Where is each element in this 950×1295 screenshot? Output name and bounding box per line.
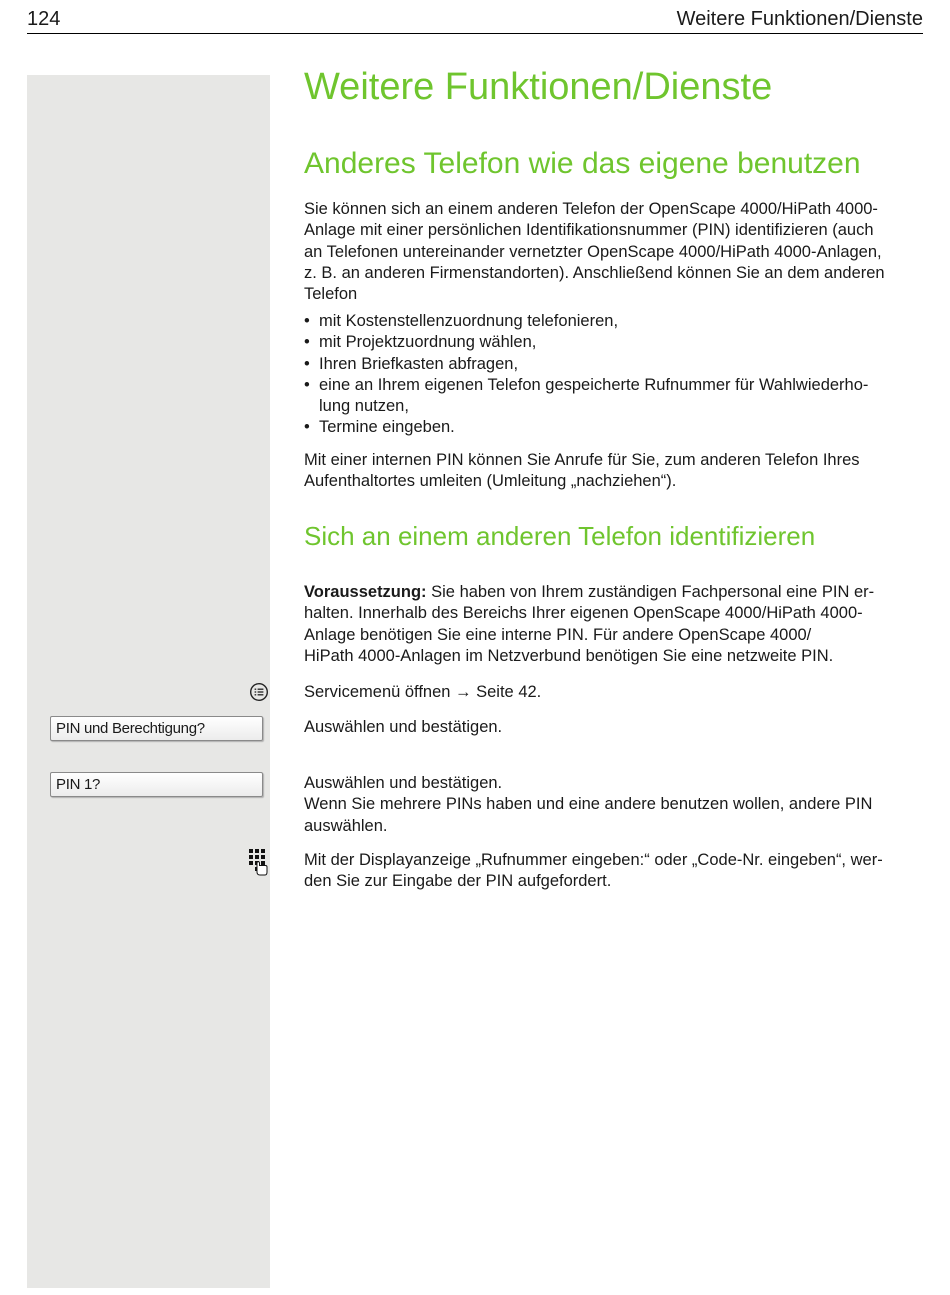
intro-line: an Telefonen untereinander vernetzter OpenScape 4000/HiPath 4000-Anlagen,: [304, 242, 882, 261]
intro-paragraph: [304, 199, 924, 305]
step-line: den Sie zur Eingabe der PIN aufgefordert.: [304, 872, 612, 891]
keypad-icon: [248, 848, 270, 881]
list-item: [304, 375, 924, 418]
page-header: [27, 6, 923, 34]
prerequisite-line: [304, 582, 924, 603]
section-heading: Anderes Telefon wie das eigene benutzen: [304, 147, 861, 180]
intro-line: z. B. an anderen Firmenstandorten). Anschließend können Sie an dem anderen: [304, 263, 885, 282]
list-item: [304, 332, 924, 353]
display-key-pin1[interactable]: PIN 1?: [50, 772, 263, 797]
list-item-text: • eine an Ihrem eigenen Telefon gespeicherte Rufnummer für Wahlwiederho-: [319, 375, 869, 394]
display-key-pin-rights[interactable]: PIN und Berechtigung?: [50, 716, 263, 741]
step-line: Auswählen und bestätigen.: [304, 774, 503, 792]
step-line: Wenn Sie mehrere PINs haben und eine andere benutzen wollen, andere PIN: [304, 795, 873, 814]
service-menu-icon: [249, 682, 269, 707]
list-item-text: • Ihren Briefkasten abfragen,: [319, 354, 519, 373]
page-title: Weitere Funktionen/Dienste: [304, 66, 773, 108]
prerequisite-paragraph: [304, 582, 924, 667]
step-service-menu: Servicemenü öffnen → Seite 42.: [304, 683, 542, 701]
intro-line: Sie können sich an einem anderen Telefon der OpenScape 4000/HiPath 4000-: [304, 200, 878, 218]
page-number: 124: [27, 8, 61, 30]
list-item-text: • Termine eingeben.: [319, 418, 455, 437]
list-item: [304, 311, 924, 332]
step-select-pin1: [304, 773, 924, 837]
pin-note-paragraph: [304, 450, 924, 493]
prerequisite-line: Anlage benötigen Sie eine interne PIN. Für andere OpenScape 4000/: [304, 625, 812, 644]
pin-note-line: Aufenthaltortes umleiten (Umleitung „nachziehen“).: [304, 472, 677, 491]
intro-line: Telefon: [304, 285, 358, 304]
list-item-text: • mit Kostenstellenzuordnung telefonieren,: [319, 312, 619, 330]
feature-list: [304, 311, 924, 439]
list-item-text: lung nutzen,: [319, 397, 409, 416]
running-title: Weitere Funktionen/Dienste: [676, 8, 923, 30]
list-item: [304, 417, 924, 438]
step-line: Mit der Displayanzeige „Rufnummer eingeben:“ oder „Code-Nr. eingeben“, wer-: [304, 851, 883, 869]
prerequisite-text: Sie haben von Ihrem zuständigen Fachpersonal eine PIN er-: [426, 583, 875, 601]
prerequisite-line: HiPath 4000-Anlagen im Netzverbund benötigen Sie eine netzweite PIN.: [304, 646, 834, 665]
pin-note-line: Mit einer internen PIN können Sie Anrufe für Sie, zum anderen Telefon Ihres: [304, 451, 860, 469]
subsection-heading: Sich an einem anderen Telefon identifizieren: [304, 521, 816, 551]
prerequisite-line: halten. Innerhalb des Bereichs Ihrer eigenen OpenScape 4000/HiPath 4000-: [304, 604, 863, 623]
step-select-pin-rights: Auswählen und bestätigen.: [304, 718, 503, 736]
sidebar-column: [27, 75, 270, 1288]
list-item: [304, 354, 924, 375]
prerequisite-label: Voraussetzung:: [304, 583, 427, 601]
list-item-text: • mit Projektzuordnung wählen,: [319, 333, 537, 352]
step-line: auswählen.: [304, 816, 388, 835]
intro-line: Anlage mit einer persönlichen Identifikationsnummer (PIN) identifizieren (auch: [304, 221, 874, 240]
step-keypad: [304, 850, 924, 893]
